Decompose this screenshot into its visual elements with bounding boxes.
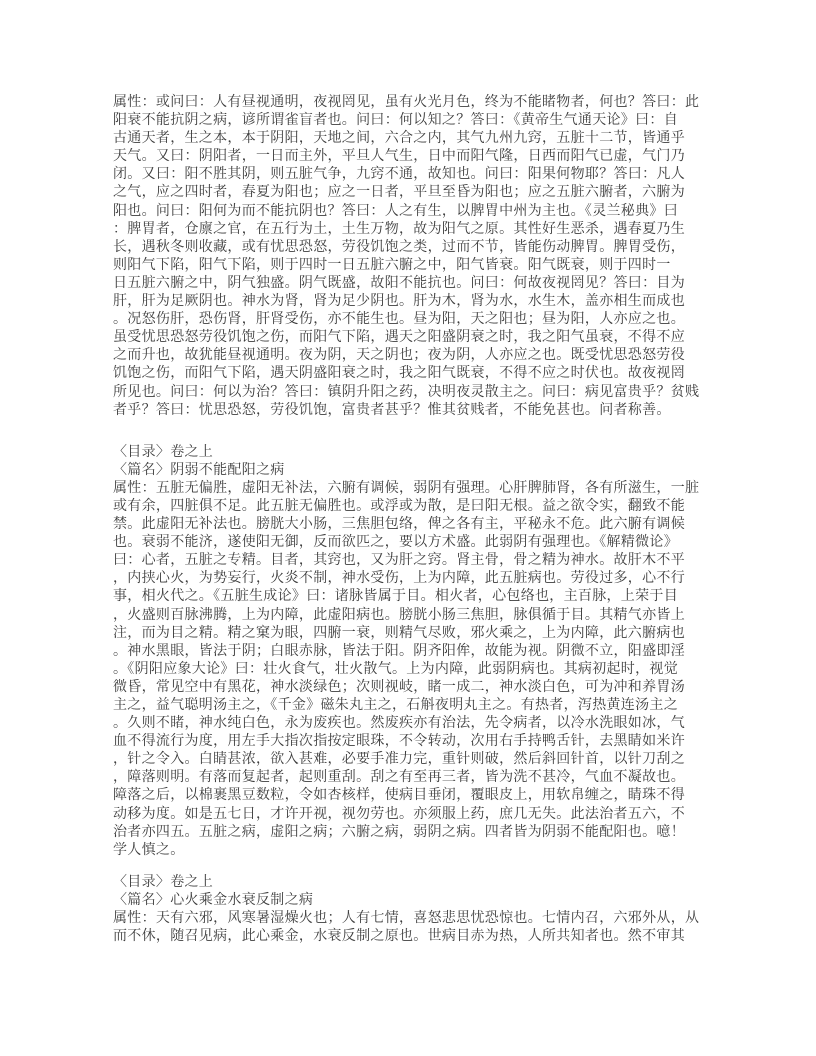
toc-label: 〈目录〉卷之上 — [113, 443, 214, 460]
text-line: 。神水黑眼，皆法于阴；白眼赤脉，皆法于阳。阴齐阳侔，故能为视。阴微不立，阳盛即淫 — [113, 642, 685, 659]
chapter-title: 〈篇名〉阴弱不能配阳之病 — [113, 461, 285, 478]
text-line: 长，遇秋冬则收藏，或有忧思恐怒，劳役饥饱之类，过而不节，皆能伤动脾胃。脾胃受伤， — [113, 238, 685, 255]
text-line: 之而升也，故犹能昼视通明。夜为阴，天之阴也；夜为阴，人亦应之也。既受忧思恐怒劳役 — [113, 347, 685, 364]
text-line: 而不休，随召见病，此心乘金，水衰反制之原也。世病目赤为热，人所共知者也。然不审其 — [113, 928, 685, 945]
text-line: 阳衰不能抗阴之病，谚所谓雀盲者也。问曰：何以知之？答曰：《黄帝生气通天论》曰：自 — [113, 112, 678, 129]
text-line: 。况怒伤肝，恐伤肾，肝肾受伤，亦不能生也。昼为阳，天之阳也；昼为阳，人亦应之也。 — [113, 311, 685, 328]
text-line: 主之，益气聪明汤主之，《千金》磁朱丸主之，石斛夜明丸主之。有热者，泻热黄连汤主之 — [113, 697, 678, 713]
text-line: 饥饱之伤，而阳气下陷，遇天阴盛阳衰之时，我之阳气既衰，不得不应之时伏也。故夜视罔 — [113, 365, 685, 382]
text-line: 虽受忧思恐怒劳役饥饱之伤，而阳气下陷，遇天之阳盛阴衰之时，我之阳气虽衰，不得不应 — [113, 329, 685, 346]
text-line: 属性：五脏无偏胜，虚阳无补法，六腑有调候，弱阴有强理。心肝脾肺肾，各有所滋生，一脏 — [113, 479, 700, 496]
text-line: 之气，应之四时者，春夏为阳也；应之一日者，平旦至昏为阳也；应之五脏六腑者，六腑为 — [113, 184, 685, 201]
text-line: ，火盛则百脉沸腾，上为内障，此虚阳病也。膀胱小肠三焦胆，脉俱循于目。其精气亦皆上 — [113, 606, 685, 623]
text-line: 所见也。问曰：何以为治？答曰：镇阴升阳之药，决明夜灵散主之。问曰：病见富贵乎？贫贱 — [113, 383, 700, 400]
text-line: 天气。又曰：阴阳者，一日而主外，平旦人气生，日中而阳气隆，日西而阳气已虚，气门乃 — [113, 148, 685, 165]
paragraph — [113, 909, 709, 945]
paragraph — [113, 479, 709, 859]
text-line: ：脾胃者，仓廪之官，在五行为土，土生万物，故为阳气之原。其性好生恶杀，遇春夏乃生 — [113, 220, 685, 237]
paragraph — [113, 93, 709, 419]
text-line: 事，相火代之。《五脏生成论》曰：诸脉皆属于目。相火者，心包络也，主百脉，上荣于目 — [113, 588, 678, 605]
text-line: 古通天者，生之本，本于阴阳，天地之间，六合之内，其气九州九窍，五脏十二节，皆通乎 — [113, 130, 685, 147]
text-line: ，内挟心火，为势妄行，火炎不制，神水受伤，上为内障，此五脏病也。劳役过多，心不行 — [113, 570, 685, 587]
text-line: 属性：或问曰：人有昼视通明，夜视罔见，虽有火光月色，终为不能睹物者，何也？答曰：此 — [113, 94, 700, 110]
section-yin-weak-cannot-match-yang — [113, 443, 709, 859]
text-line: ，针之令入。白睛甚浓，欲入甚难，必要手准力完，重针则破，然后斜回针首，以针刀刮之 — [113, 751, 685, 768]
chapter-title: 〈篇名〉心火乘金水衰反制之病 — [113, 891, 314, 908]
text-line: 注，而为目之精。精之窠为眼，四腑一衰，则精气尽败，邪火乘之，上为内障，此六腑病也 — [113, 624, 685, 641]
text-line: 曰：心者，五脏之专精。目者，其窍也，又为肝之窍。肾主骨，骨之精为神水。故肝木不平 — [113, 552, 685, 569]
text-line: 阳也。问曰：阳何为而不能抗阴也？答曰：人之有生，以脾胃中州为主也。《灵兰秘典》曰 — [113, 202, 678, 219]
text-line: ，障落则明。有落而复起者，起则重刮。刮之有至再三者，皆为洗不甚冷，气血不凝故也。 — [113, 769, 685, 786]
toc-label: 〈目录〉卷之上 — [113, 873, 214, 890]
text-line: 学人慎之。 — [113, 841, 185, 858]
text-line: 障落之后，以棉裹黑豆数粒，令如杏核样，使病目垂闭，覆眼皮上，用软帛缠之，睛珠不得 — [113, 787, 685, 804]
text-line: 禁。此虚阳无补法也。膀胱大小肠，三焦胆包络，俾之各有主，平秘永不危。此六腑有调候 — [113, 516, 685, 533]
text-line: 也。衰弱不能济，遂使阳无御，反而欲匹之，要以方术盛。此弱阴有强理也。《解精微论》 — [113, 534, 678, 551]
text-line: 者乎？答曰：忧思恐怒，劳役饥饱，富贵者甚乎？惟其贫贱者，不能免甚也。问者称善。 — [113, 401, 671, 418]
text-line: 微昏，常见空中有黑花，神水淡绿色；次则视岐，睹一成二，神水淡白色，可为冲和养胃汤 — [113, 678, 685, 695]
text-line: 肝，肝为足厥阴也。神水为肾，肾为足少阴也。肝为木，肾为水，水生木，盖亦相生而成也 — [113, 293, 685, 310]
section-heart-fire-overcomes-metal — [113, 873, 709, 945]
text-line: 。久则不睹，神水纯白色，永为废疾也。然废疾亦有治法，先令病者，以冷水洗眼如冰，气 — [113, 715, 685, 732]
text-column — [113, 93, 709, 945]
text-line: 闭。又曰：阳不胜其阴，则五脏气争，九窍不通，故知也。问曰：阳果何物耶？答曰：凡人 — [113, 166, 685, 183]
section-night-blindness — [113, 93, 709, 419]
text-line: 动移为度。如是五七日，才许开视，视勿劳也。亦须服上药，庶几无失。此法治者五六，不 — [113, 805, 685, 822]
text-line: 日五脏六腑之中，阴气独盛。阴气既盛，故阳不能抗也。问曰：何故夜视罔见？答曰：目为 — [113, 274, 685, 291]
text-line: 或有余，四脏俱不足。此五脏无偏胜也。或浮或为散，是曰阳无根。益之欲令实，翻致不能 — [113, 497, 685, 514]
text-line: 则阳气下陷，阳气下陷，则于四时一日五脏六腑之中，阳气皆衰。阳气既衰，则于四时一 — [113, 256, 671, 273]
text-line: 血不得流行为度，用左手大指次指按定眼珠，不令转动，次用右手持鸭舌针，去黑睛如米许 — [113, 733, 685, 750]
text-line: 治者亦四五。五脏之病，虚阳之病；六腑之病，弱阴之病。四者皆为阴弱不能配阳也。噫！ — [113, 823, 685, 840]
text-line: 属性：天有六邪，风寒暑湿燥火也；人有七情，喜怒悲思忧恐惊也。七情内召，六邪外从，从 — [113, 910, 700, 927]
text-line: 。《阴阳应象大论》曰：壮火食气，壮火散气。上为内障，此弱阴病也。其病初起时，视觉 — [113, 660, 678, 677]
